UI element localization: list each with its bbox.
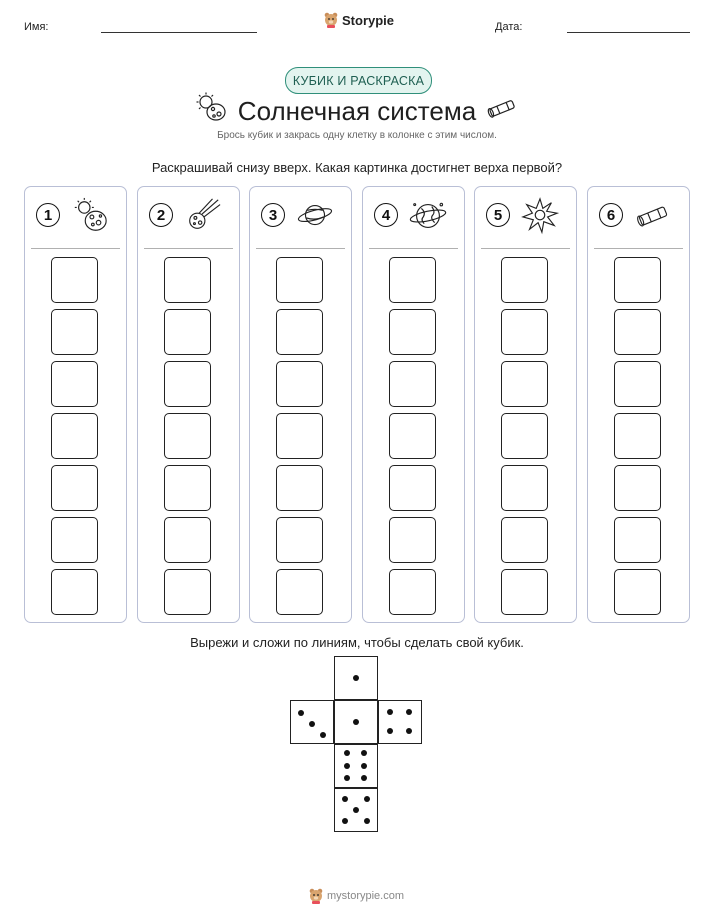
color-cell[interactable] [164, 465, 211, 511]
die-pip [353, 807, 359, 813]
brand-logo [324, 12, 394, 28]
color-cell[interactable] [389, 257, 436, 303]
activity-badge: КУБИК И РАСКРАСКА [285, 67, 432, 94]
color-cell[interactable] [614, 517, 661, 563]
die-pip [353, 675, 359, 681]
column-number: 5 [486, 203, 510, 227]
column-divider [594, 248, 683, 249]
die-pip [361, 775, 367, 781]
dice-net [290, 656, 424, 834]
color-cell[interactable] [164, 361, 211, 407]
die-face-4 [378, 700, 422, 744]
telescope-icon [484, 96, 522, 120]
column-divider [369, 248, 458, 249]
color-cell[interactable] [614, 257, 661, 303]
comet-icon [182, 197, 224, 235]
die-pip [342, 796, 348, 802]
die-pip [342, 818, 348, 824]
column-divider [31, 248, 120, 249]
column-number: 1 [36, 203, 60, 227]
die-face-6 [334, 744, 378, 788]
color-cell[interactable] [51, 569, 98, 615]
column-divider [256, 248, 345, 249]
column-number: 4 [374, 203, 398, 227]
page-title: Солнечная система [237, 96, 477, 126]
color-cell[interactable] [501, 569, 548, 615]
color-cell[interactable] [501, 361, 548, 407]
color-cell[interactable] [51, 465, 98, 511]
color-cell[interactable] [51, 257, 98, 303]
column-header [475, 187, 576, 249]
date-label: Дата: [495, 21, 523, 33]
coloring-instruction: Раскрашивай снизу вверх. Какая картинка достигнет верха первой? [151, 160, 563, 175]
color-cell[interactable] [389, 309, 436, 355]
die-pip [387, 709, 393, 715]
column-header [363, 187, 464, 249]
color-cell[interactable] [389, 413, 436, 459]
footer [309, 888, 404, 904]
column-header [250, 187, 351, 249]
die-face-5 [334, 788, 378, 832]
color-cell[interactable] [51, 413, 98, 459]
die-pip [320, 732, 326, 738]
color-cell[interactable] [389, 569, 436, 615]
column-header [138, 187, 239, 249]
die-pip [406, 728, 412, 734]
color-cell[interactable] [51, 517, 98, 563]
die-pip [361, 750, 367, 756]
die-face-1 [334, 656, 378, 700]
color-cell[interactable] [389, 517, 436, 563]
sun-and-asteroid-icon [194, 92, 228, 124]
star-burst-icon [519, 197, 561, 235]
die-pip [361, 763, 367, 769]
color-cell[interactable] [614, 309, 661, 355]
sun-and-asteroid-icon [69, 197, 111, 235]
color-cell[interactable] [276, 309, 323, 355]
color-cell[interactable] [501, 413, 548, 459]
column-4 [362, 186, 465, 623]
color-cell[interactable] [276, 413, 323, 459]
color-cell[interactable] [501, 465, 548, 511]
column-header [25, 187, 126, 249]
die-face-1 [334, 700, 378, 744]
color-cell[interactable] [164, 569, 211, 615]
color-cell[interactable] [501, 309, 548, 355]
column-3 [249, 186, 352, 623]
die-pip [344, 750, 350, 756]
die-pip [344, 775, 350, 781]
color-cell[interactable] [276, 465, 323, 511]
column-number: 6 [599, 203, 623, 227]
name-label: Имя: [24, 21, 49, 33]
earth-icon [407, 197, 449, 235]
column-number: 2 [149, 203, 173, 227]
die-pip [364, 818, 370, 824]
bear-logo-icon [324, 12, 338, 28]
color-cell[interactable] [164, 309, 211, 355]
color-cell[interactable] [614, 361, 661, 407]
color-cell[interactable] [501, 257, 548, 303]
brand-name: Storypie [342, 12, 395, 28]
telescope-icon [632, 197, 674, 235]
color-cell[interactable] [51, 361, 98, 407]
color-cell[interactable] [276, 257, 323, 303]
color-cell[interactable] [164, 413, 211, 459]
die-pip [298, 710, 304, 716]
color-cell[interactable] [389, 465, 436, 511]
color-cell[interactable] [164, 517, 211, 563]
die-pip [406, 709, 412, 715]
color-cell[interactable] [614, 413, 661, 459]
die-pip [353, 719, 359, 725]
column-header [588, 187, 689, 249]
bear-logo-icon [309, 888, 323, 904]
column-divider [481, 248, 570, 249]
color-cell[interactable] [276, 517, 323, 563]
color-cell[interactable] [276, 361, 323, 407]
die-pip [387, 728, 393, 734]
color-cell[interactable] [51, 309, 98, 355]
color-cell[interactable] [614, 569, 661, 615]
color-cell[interactable] [389, 361, 436, 407]
column-6 [587, 186, 690, 623]
column-divider [144, 248, 233, 249]
name-input-line[interactable] [101, 32, 257, 33]
color-cell[interactable] [614, 465, 661, 511]
column-1 [24, 186, 127, 623]
die-pip [309, 721, 315, 727]
footer-url[interactable]: mystorypie.com [327, 890, 405, 902]
subtitle: Брось кубик и закрась одну клетку в колонке с этим числом. [217, 130, 497, 141]
date-input-line[interactable] [567, 32, 690, 33]
color-cell[interactable] [501, 517, 548, 563]
column-5 [474, 186, 577, 623]
die-face-3 [290, 700, 334, 744]
planet-with-rings-icon [294, 197, 336, 235]
dice-instruction: Вырежи и сложи по линиям, чтобы сделать свой кубик. [190, 635, 524, 650]
die-pip [344, 763, 350, 769]
column-2 [137, 186, 240, 623]
color-cell[interactable] [164, 257, 211, 303]
color-cell[interactable] [276, 569, 323, 615]
column-number: 3 [261, 203, 285, 227]
die-pip [364, 796, 370, 802]
